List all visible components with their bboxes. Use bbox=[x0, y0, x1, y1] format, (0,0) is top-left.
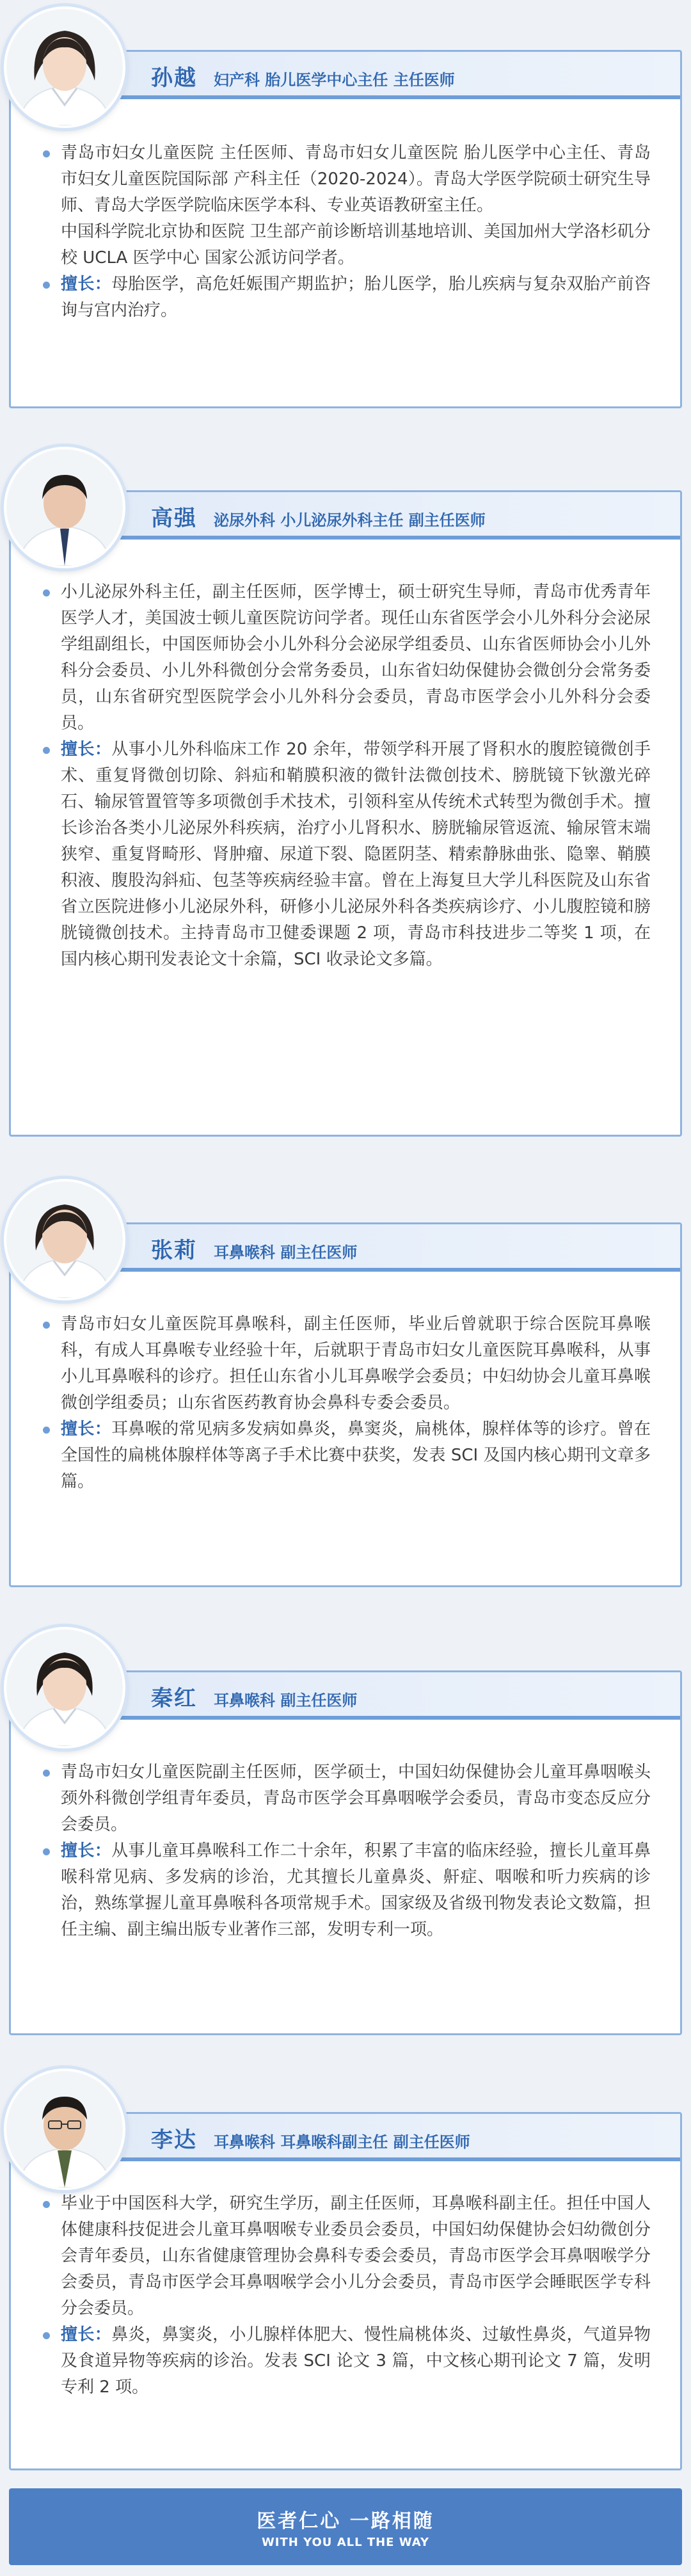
specialty-label: 擅长： bbox=[61, 1841, 112, 1860]
footer-subtitle: WITH YOU ALL THE WAY bbox=[261, 2536, 430, 2549]
specialty-label: 擅长： bbox=[61, 740, 112, 759]
doctor-heading bbox=[151, 60, 455, 92]
specialty-item bbox=[40, 2322, 651, 2401]
bio-item: 青岛市妇女儿童医院耳鼻喉科，副主任医师，毕业后曾就职于综合医院耳鼻喉科，有成人耳鼻喉专业经验十年，后就职于青岛市妇女儿童医院耳鼻喉科，从事小儿耳鼻喉科的诊疗。担任山东省小儿耳鼻喉学会委员；中妇幼协会儿童耳鼻喉微创学组委员；山东省医药教育协会鼻科专委会委员。 bbox=[40, 1311, 651, 1416]
doctor-name: 张莉 bbox=[151, 1238, 197, 1263]
specialty-text: 从事儿童耳鼻喉科工作二十余年，积累了丰富的临床经验，擅长儿童耳鼻喉科常见病、多发病的诊治，尤其擅长儿童鼻炎、鼾症、咽喉和听力疾病的诊治，熟练掌握儿童耳鼻喉科各项常规手术。国家级及省级刊物发表论文数篇，担任主编、副主编出版专业著作三部，发明专利一项。 bbox=[61, 1841, 651, 1939]
doctor-avatar bbox=[4, 1627, 125, 1748]
doctor-name: 孙越 bbox=[151, 65, 197, 91]
bio-item: 毕业于中国医科大学，研究生学历，副主任医师，耳鼻喉科副主任。担任中国人体健康科技促进会儿童耳鼻咽喉专业委员会委员，中国妇幼保健协会妇幼微创分会青年委员，山东省健康管理协会鼻科专委会委员，青岛市医学会耳鼻咽喉学分会委员，青岛市医学会耳鼻咽喉学会小儿分会委员，青岛市医学会睡眠医学专科分会委员。 bbox=[40, 2191, 651, 2322]
footer-banner bbox=[9, 2488, 682, 2565]
doctor-name: 秦红 bbox=[151, 1686, 197, 1711]
specialty-text: 从事小儿外科临床工作 20 余年，带领学科开展了肾积水的腹腔镜微创手术、重复肾微创切除、斜疝和鞘膜积液的微针法微创技术、膀胱镜下钬激光碎石、输尿管置管等多项微创手术技术，引领科室从传统术式转型为微创手术。擅长诊治各类小儿泌尿外科疾病，治疗小儿肾积水、膀胱输尿管返流、输尿管末端狭窄、重复肾畸形、肾肿瘤、尿道下裂、隐匿阴茎、精索静脉曲张、隐睾、鞘膜积液、腹股沟斜疝、包茎等疾病经验丰富。曾在上海复旦大学儿科医院及山东省省立医院进修小儿泌尿外科，研修小儿泌尿外科各类疾病诊疗、小儿腹腔镜和膀胱镜微创技术。主持青岛市卫健委课题 2 项，青岛市科技进步二等奖 1 项，在国内核心期刊发表论文十余篇，SCI 收录论文多篇。 bbox=[61, 740, 651, 969]
specialty-label: 擅长： bbox=[61, 2325, 112, 2344]
doctor-bio-list bbox=[40, 140, 651, 324]
doctor-title: 耳鼻喉科 副主任医师 bbox=[214, 1244, 358, 1261]
specialty-item bbox=[40, 1838, 651, 1943]
doctor-name: 高强 bbox=[151, 506, 197, 531]
doctor-card bbox=[9, 490, 682, 1137]
doctor-bio-list bbox=[40, 2191, 651, 2401]
specialty-item bbox=[40, 737, 651, 973]
doctor-heading bbox=[151, 500, 486, 532]
specialty-text: 母胎医学，高危妊娠围产期监护；胎儿医学，胎儿疾病与复杂双胎产前咨询与宫内治疗。 bbox=[61, 275, 651, 320]
doctor-avatar bbox=[4, 447, 125, 568]
doctor-bio-list bbox=[40, 1311, 651, 1495]
doctor-heading bbox=[151, 1233, 357, 1264]
specialty-label: 擅长： bbox=[61, 1420, 112, 1439]
specialty-item bbox=[40, 271, 651, 324]
doctor-title: 妇产科 胎儿医学中心主任 主任医师 bbox=[214, 71, 455, 89]
doctor-avatar bbox=[4, 6, 125, 128]
specialty-item bbox=[40, 1416, 651, 1495]
footer-slogan: 医者仁心 一路相随 bbox=[257, 2510, 434, 2532]
doctor-bio-list bbox=[40, 579, 651, 973]
doctor-title: 耳鼻喉科 耳鼻喉科副主任 副主任医师 bbox=[214, 2133, 470, 2151]
bio-item: 中国科学院北京协和医院 卫生部产前诊断培训基地培训、美国加州大学洛杉矶分校 UCLA 医学中心 国家公派访问学者。 bbox=[61, 222, 651, 268]
doctor-heading bbox=[151, 1681, 357, 1712]
doctor-title: 耳鼻喉科 副主任医师 bbox=[214, 1692, 358, 1709]
doctor-avatar bbox=[4, 2068, 125, 2190]
doctor-avatar bbox=[4, 1179, 125, 1300]
doctor-heading bbox=[151, 2122, 470, 2154]
bio-item: 小儿泌尿外科主任，副主任医师，医学博士，硕士研究生导师，青岛市优秀青年医学人才，美国波士顿儿童医院访问学者。现任山东省医学会小儿外科分会泌尿学组副组长，中国医师协会小儿外科分会泌尿学组委员、山东省医师协会小儿外科分会委员、小儿外科微创分会常务委员，山东省妇幼保健协会微创分会常务委员，山东省研究型医院学会小儿外科分会委员，青岛市医学会小儿外科分会委员。 bbox=[40, 579, 651, 737]
bio-item: 青岛市妇女儿童医院 主任医师、青岛市妇女儿童医院 胎儿医学中心主任、青岛市妇女儿童医院国际部 产科主任（2020-2024）。青岛大学医学院硕士研究生导师、青岛大学医学院临床医学本科、专业英语教研室主任。 bbox=[40, 140, 651, 219]
specialty-text: 鼻炎，鼻窦炎，小儿腺样体肥大、慢性扁桃体炎、过敏性鼻炎，气道异物及食道异物等疾病的诊治。发表 SCI 论文 3 篇，中文核心期刊论文 7 篇，发明专利 2 项。 bbox=[61, 2325, 651, 2397]
doctor-bio-list bbox=[40, 1759, 651, 1943]
bio-item: 青岛市妇女儿童医院副主任医师，医学硕士，中国妇幼保健协会儿童耳鼻咽喉头颈外科微创学组青年委员，青岛市医学会耳鼻咽喉学会委员，青岛市变态反应分会委员。 bbox=[40, 1759, 651, 1838]
doctor-name: 李达 bbox=[151, 2127, 197, 2153]
specialty-label: 擅长： bbox=[61, 275, 112, 294]
specialty-text: 耳鼻喉的常见病多发病如鼻炎，鼻窦炎，扁桃体，腺样体等的诊疗。曾在全国性的扁桃体腺样体等离子手术比赛中获奖，发表 SCI 及国内核心期刊文章多篇。 bbox=[61, 1420, 651, 1491]
doctor-title: 泌尿外科 小儿泌尿外科主任 副主任医师 bbox=[214, 511, 486, 529]
